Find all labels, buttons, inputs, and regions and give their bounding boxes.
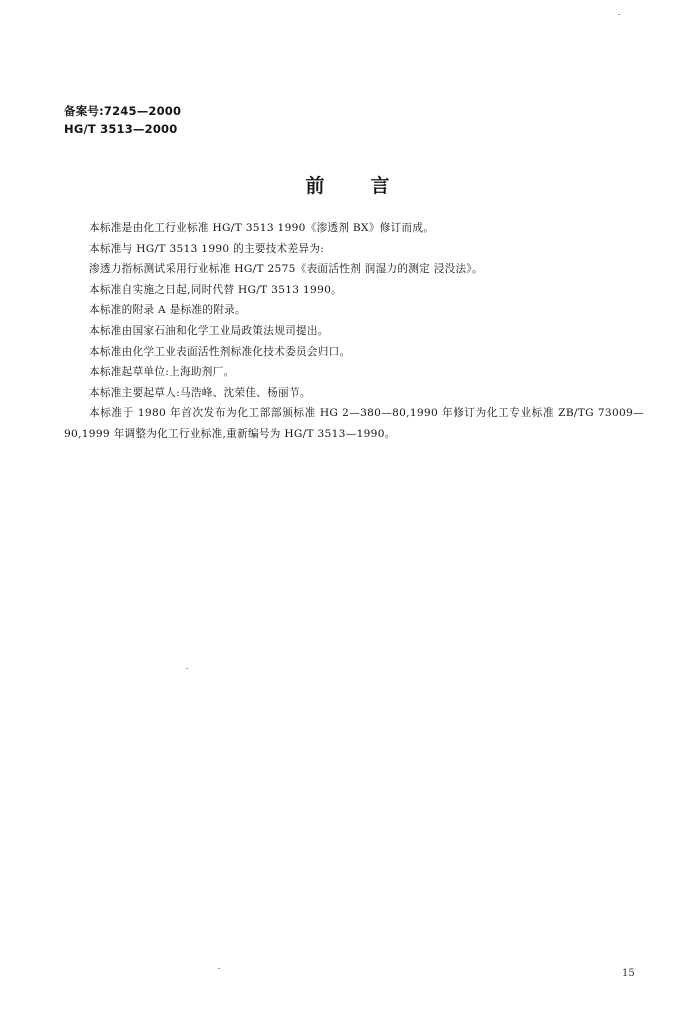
page-number: 15 [622,968,635,979]
paragraph-drafting-unit: 本标准起草单位:上海助剂厂。 [89,366,235,379]
paragraph-test-method: 渗透力指标测试采用行业标准 HG/T 2575《表面活性剂 润湿力的测定 浸没法》。 [89,263,483,276]
paragraph-committee: 本标准由化学工业表面活性剂标准化技术委员会归口。 [89,345,351,358]
scan-speck [186,668,188,669]
paragraph-revision-origin: 本标准是由化工行业标准 HG/T 3513 1990《渗透剂 BX》修订而成。 [89,222,435,234]
paragraph-history: 本标准于 1980 年首次发布为化工部部颁标准 HG 2—380—80,1990 年修订为化工专业标准 ZB/TG 73009—90,1999 年调整为化工行业标准,重新编号为 HG/T 3513—1990。 [64,407,644,440]
paragraph-appendix: 本标准的附录 A 是标准的附录。 [89,304,246,317]
paragraph-drafters: 本标准主要起草人:马浩峰、沈荣佳、杨丽节。 [89,386,311,399]
paragraph-differences-intro: 本标准与 HG/T 3513 1990 的主要技术差异为: [89,242,325,255]
record-number: 备案号:7245—2000 [64,104,182,118]
standard-code: HG/T 3513—2000 [64,122,178,136]
scan-speck [618,14,620,15]
paragraph-replacement: 本标准自实施之日起,同时代替 HG/T 3513 1990。 [89,283,343,296]
paragraph-proposer: 本标准由国家石油和化学工业局政策法规司提出。 [89,324,329,337]
document-header [64,102,181,138]
scan-speck [218,968,220,969]
foreword-body [64,218,644,445]
page-title: 前言 [305,175,436,197]
